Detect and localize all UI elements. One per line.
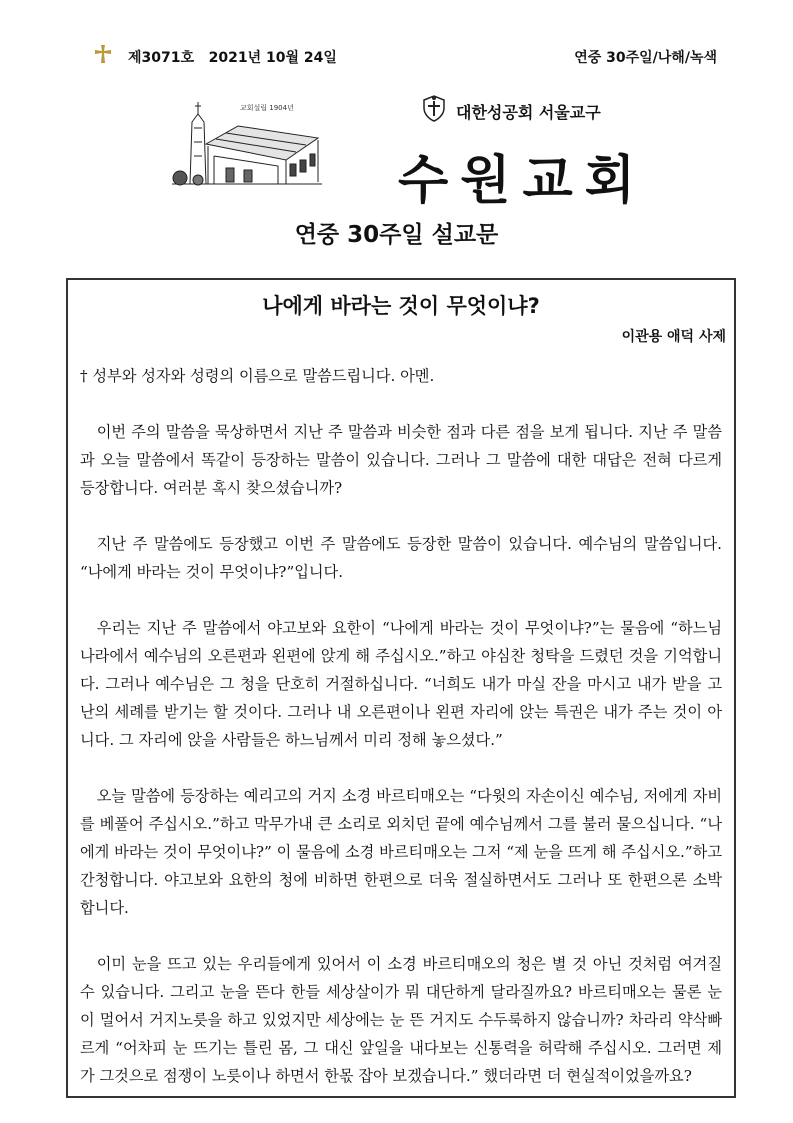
preacher-name: 이관용 애덕 사제 <box>621 329 726 345</box>
page-header <box>94 46 717 66</box>
sermon-headline: 나에게 바라는 것이 무엇이냐? <box>262 294 540 318</box>
founding-caption: 교회설립 1904년 <box>240 104 294 112</box>
church-name: 수원교회 <box>398 150 647 211</box>
paragraph: 이번 주의 말씀을 묵상하면서 지난 주 말씀과 비슷한 점과 다른 점을 보게 됩니다. 지난 주 말씀과 오늘 말씀에서 똑같이 등장하는 말씀이 있습니다. 그러나 그 말씀에 대한 대답은 전혀 다르게 등장합니다. 여러분 혹시 찾으셨습니까? <box>80 423 722 497</box>
sermon-body <box>80 362 722 1090</box>
paragraph: 우리는 지난 주 말씀에서 야고보와 요한이 “나에게 바라는 것이 무엇이냐?”는 물음에 “하느님 나라에서 예수님의 오른편과 왼편에 앉게 해 주십시오.”하고 야심찬 청탁을 드렸던 것을 기억합니다. 그러나 예수님은 그 청을 단호히 거절하십니다. “너희도 내가 마실 잔을 마시고 내가 받을 고난의 세례를 받기는 할 것이다. 그러나 내 오른편이나 왼편 자리에 앉는 특권은 내가 주는 것이 아니다. 그 자리에 앉을 사람들은 하느님께서 미리 정해 놓으셨다.” <box>80 619 722 749</box>
paragraph: 지난 주 말씀에도 등장했고 이번 주 말씀에도 등장한 말씀이 있습니다. 예수님의 말씀입니다. “나에게 바라는 것이 무엇이냐?”입니다. <box>80 535 722 581</box>
paragraph: † 성부와 성자와 성령의 이름으로 말씀드립니다. 아멘. <box>80 367 435 385</box>
paragraph: 오늘 말씀에 등장하는 예리고의 거지 소경 바르티매오는 “다윗의 자손이신 예수님, 저에게 자비를 베풀어 주십시오.”하고 막무가내 큰 소리로 외치던 끝에 예수님께서 그를 불러 물으십니다. “나에게 바라는 것이 무엇이냐?” 이 물음에 소경 바르티매오는 그저 “제 눈을 뜨게 해 주십시오.”하고 간청합니다. 야고보와 요한의 청에 비하면 한편으로 더욱 절실하면서도 그러나 또 한편으론 소박합니다. <box>80 787 722 917</box>
paragraph: 이미 눈을 뜨고 있는 우리들에게 있어서 이 소경 바르티매오의 청은 별 것 아닌 것처럼 여겨질 수 있습니다. 그리고 눈을 뜬다 한들 세상살이가 뭐 대단하게 달라질까요? 바르티매오는 물론 눈이 멀어서 거지노릇을 하고 있었지만 세상에는 눈 뜬 거지도 수두룩하지 않습니까? 차라리 약삭빠르게 “어차피 눈 뜨기는 틀린 몸, 그 대신 앞일을 내다보는 신통력을 허락해 주십시오. 그러면 제가 그것으로 점쟁이 노릇이나 하면서 한몫 잡아 보겠습니다.” 했더라면 더 현실적이었을까요? <box>80 955 722 1085</box>
liturgical-season: 연중 30주일/나해/녹색 <box>574 50 717 66</box>
church-building-illustration <box>168 98 326 188</box>
issue-date: 제3071호 2021년 10월 24일 <box>128 50 337 66</box>
sermon-box <box>66 278 736 1098</box>
diocese-name: 대한성공회 서울교구 <box>456 103 601 122</box>
sermon-title: 연중 30주일 설교문 <box>294 222 499 248</box>
cross-icon <box>94 44 112 64</box>
diocese-seal-icon <box>420 94 448 122</box>
